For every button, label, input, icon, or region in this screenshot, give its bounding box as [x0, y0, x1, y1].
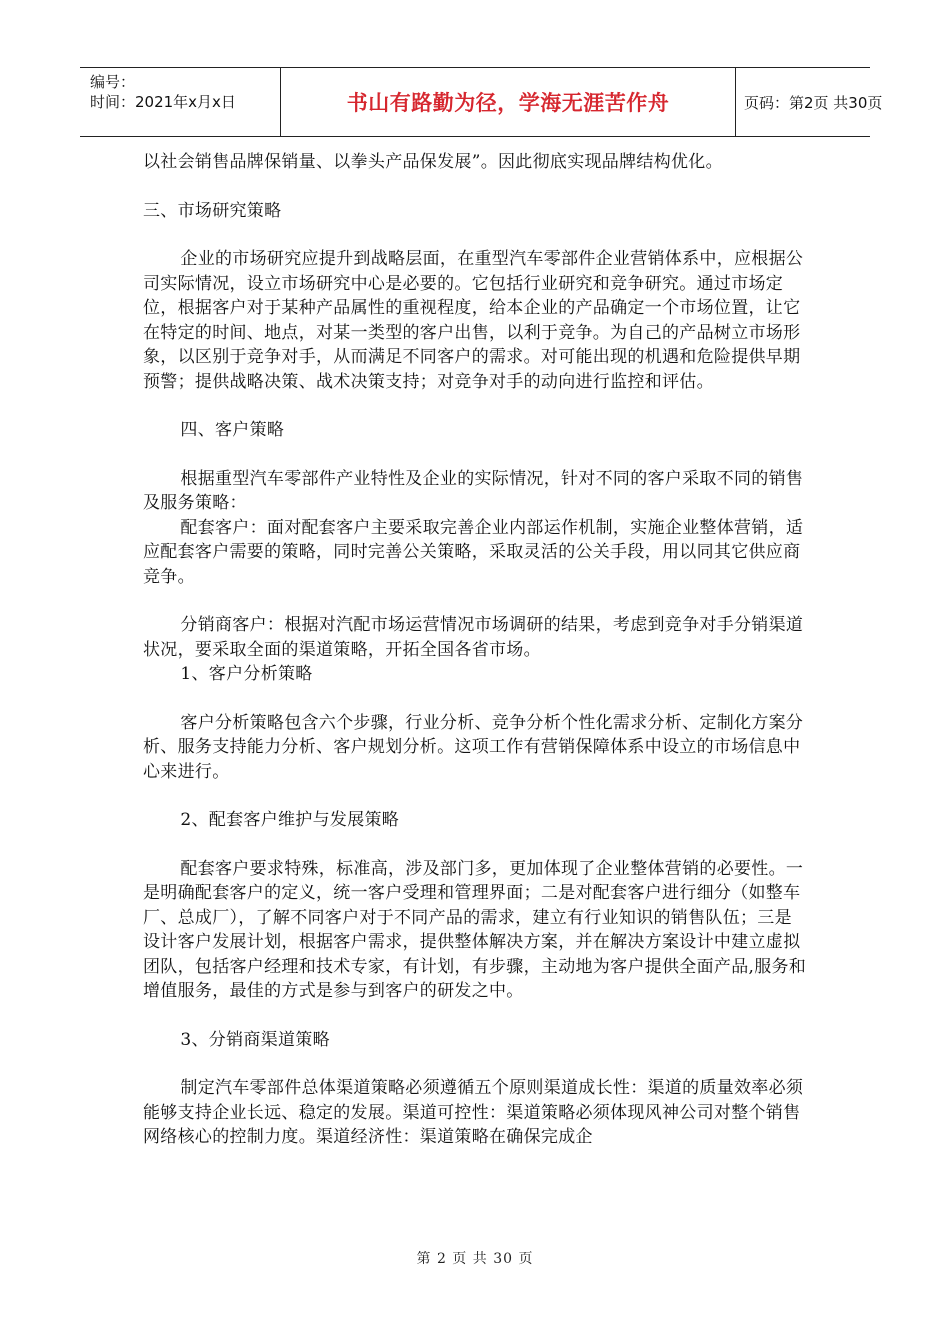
- paragraph-distributor-channel: 制定汽车零部件总体渠道策略必须遵循五个原则渠道成长性：渠道的质量效率必须能够支持企业长远、稳定的发展。渠道可控性：渠道策略必须体现风神公司对整个销售网络核心的控制力度。渠道经济性：渠道策略在确保完成企: [143, 1078, 804, 1147]
- subheading-oem-maintenance: 2、配套客户维护与发展策略: [180, 810, 400, 830]
- paragraph-customer-intro: 根据重型汽车零部件产业特性及企业的实际情况，针对不同的客户采取不同的销售及服务策略：: [143, 468, 804, 513]
- paragraph-oem-maintenance: 配套客户要求特殊，标准高，涉及部门多，更加体现了企业整体营销的必要性。一是明确配套客户的定义，统一客户受理和管理界面；二是对配套客户进行细分（如整车厂、总成厂），了解不同客户对于不同产品的需求，建立有行业知识的销售队伍；三是设计客户发展计划，根据客户需求，提供整体解决方案，并在解决方案设计中建立虚拟团队，包括客户经理和技术专家，有计划，有步骤，主动地为客户提供全面产品,服务和增值服务，最佳的方式是参与到客户的研发之中。: [143, 858, 807, 1001]
- document-body: [143, 150, 808, 1150]
- header-page-code: 页码：第2页 共30页: [744, 93, 883, 112]
- document-time-label: 时间：2021年x月x日: [90, 93, 236, 111]
- header-meta: [80, 68, 280, 136]
- subheading-distributor-channel: 3、分销商渠道策略: [180, 1029, 330, 1050]
- page-header: [80, 67, 883, 137]
- page-footer: 第 2 页 共 30 页: [416, 1251, 534, 1267]
- paragraph-distributor-customers: 分销商客户：根据对汽配市场运营情况市场调研的结果，考虑到竞争对手分销渠道状况，要采取全面的渠道策略，开拓全国各省市场。: [143, 615, 804, 660]
- header-motto: 书山有路勤为径，学海无涯苦作舟: [280, 68, 736, 136]
- paragraph-oem-customers: 配套客户：面对配套客户主要采取完善企业内部运作机制，实施企业整体营销，适应配套客户需要的策略，同时完善公关策略，采取灵活的公关手段，用以同其它供应商竞争。: [143, 517, 804, 587]
- paragraph-customer-analysis: 客户分析策略包含六个步骤，行业分析、竞争分析个性化需求分析、定制化方案分析、服务支持能力分析、客户规划分析。这项工作有营销保障体系中设立的市场信息中心来进行。: [143, 712, 804, 782]
- subheading-customer-analysis: 1、客户分析策略: [180, 664, 313, 684]
- paragraph-continuation: 以社会销售品牌保销量、以拳头产品保发展”。因此彻底实现品牌结构优化。: [143, 152, 723, 172]
- section-heading-market-research: 三、市场研究策略: [143, 200, 282, 221]
- document-number-label: 编号：: [90, 73, 136, 91]
- section-heading-customer-strategy: 四、客户策略: [180, 420, 285, 440]
- paragraph-market-research: 企业的市场研究应提升到战略层面，在重型汽车零部件企业营销体系中，应根据公司实际情况，设立市场研究中心是必要的。它包括行业研究和竞争研究。通过市场定位，根据客户对于某种产品属性的重视程度，给本企业的产品确定一个市场位置，让它在特定的时间、地点，对某一类型的客户出售，以利于竞争。为自己的产品树立市场形象，以区别于竞争对手，从而满足不同客户的需求。对可能出现的机遇和危险提供早期预警；提供战略决策、战术决策支持；对竞争对手的动向进行监控和评估。: [143, 249, 804, 392]
